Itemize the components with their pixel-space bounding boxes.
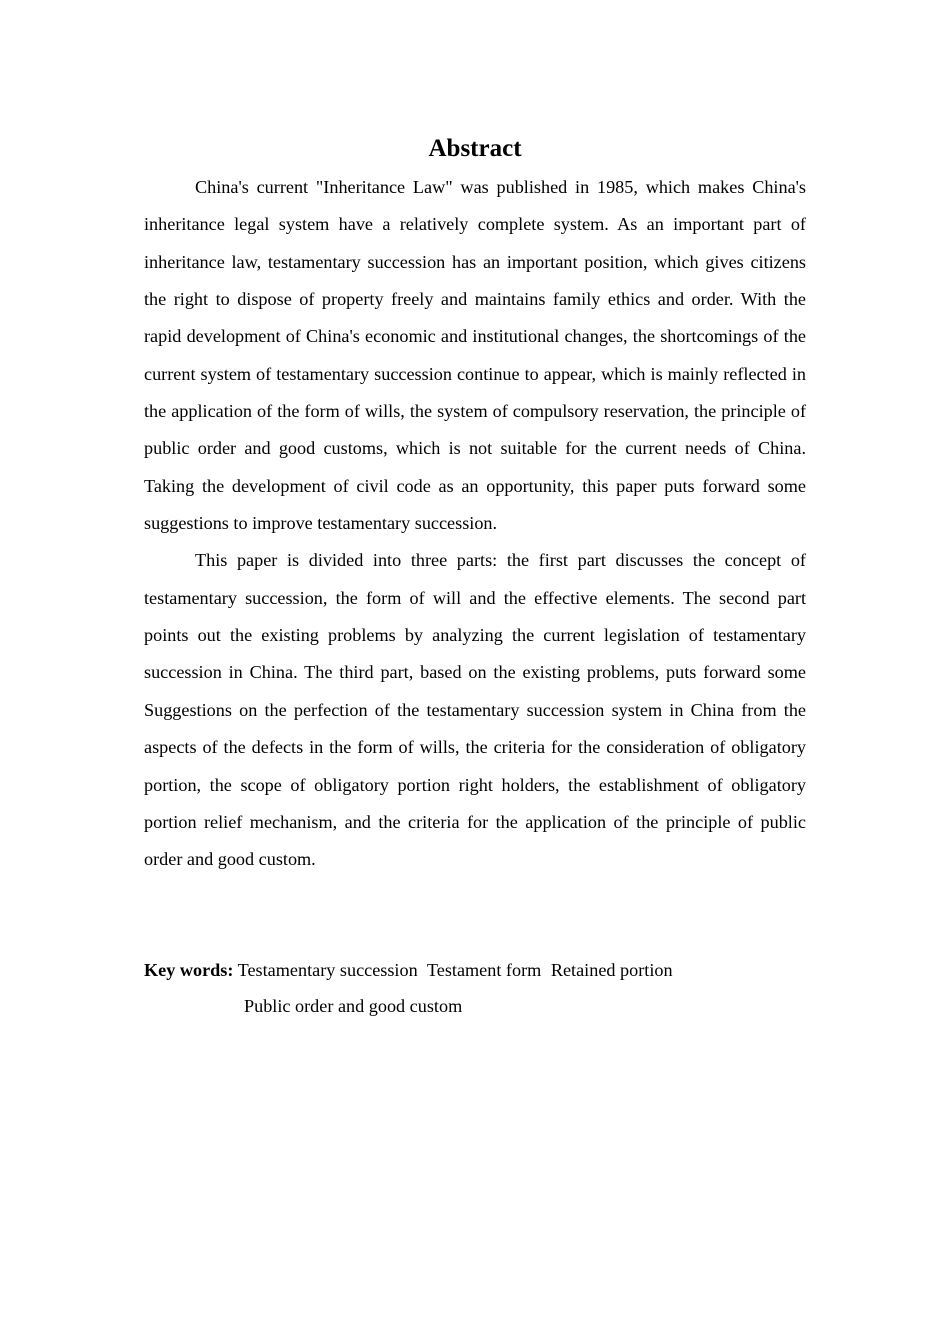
abstract-paragraph-1: China's current "Inheritance Law" was published in 1985, which makes China's inheritance legal system have a relatively complete system. As an important part of inheritance law, testamentary succession has an important position, which gives citizens the right to dispose of property freely and maintains family ethics and order. With the rapid development of China's economic and institutional changes, the shortcomings of the current system of testamentary succession continue to appear, which is mainly reflected in the application of the form of wills, the system of compulsory reservation, the principle of public order and good customs, which is not suitable for the current needs of China. Taking the development of civil code as an opportunity, this paper puts forward some suggestions to improve testamentary succession. [144, 177, 806, 534]
keywords-label: Key words: [144, 960, 234, 980]
abstract-body [144, 169, 806, 879]
keyword-item: Retained portion [550, 960, 673, 980]
keywords-section [144, 952, 806, 1024]
keywords-line-2 [144, 988, 806, 1024]
abstract-paragraph-2: This paper is divided into three parts: the first part discusses the concept of testamentary succession, the form of will and the effective elements. The second part points out the existing problems by analyzing the current legislation of testamentary succession in China. The third part, based on the existing problems, puts forward some Suggestions on the perfection of the testamentary succession system in China from the aspects of the defects in the form of wills, the criteria for the consideration of obligatory portion, the scope of obligatory portion right holders, the establishment of obligatory portion relief mechanism, and the criteria for the application of the principle of public order and good custom. [144, 550, 806, 870]
keyword-item: Public order and good custom [244, 996, 463, 1016]
abstract-title: Abstract [428, 135, 522, 162]
keywords-line-1 [144, 952, 806, 988]
keyword-item: Testament form [426, 960, 542, 980]
keyword-item: Testamentary succession [237, 960, 418, 980]
